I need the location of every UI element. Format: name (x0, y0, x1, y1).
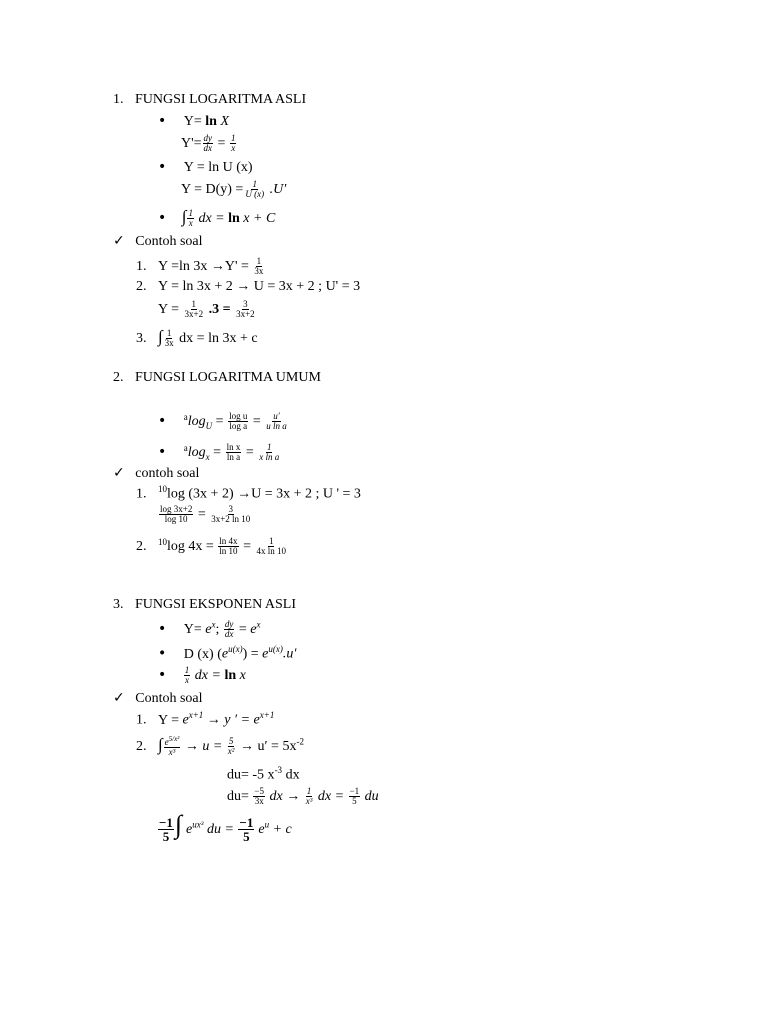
bullet-1-over-x: • $\frac{1}{x}$ dx = ln x (158, 665, 246, 686)
section-number: 1. (113, 92, 124, 107)
bullet-alog-x: • $^a\log_x$ = $\frac{\text{ln x}}{\text{ln a}}$ = $\frac{1}{\text{x ln a}}$ (158, 442, 280, 463)
example-2-1: 1. $^{10}$log (3x + 2) →U = 3x + 2 ; U ' = 3 (136, 484, 361, 502)
example-3-2: 2. ∫ $\frac{e^{5/x^2}}{\text{x³}}$ → u = $\frac{5}{\text{x²}}$ → $u' = 5x^{-2}$ (136, 735, 304, 758)
du-line-1: du= -5 $x^{-3}$ dx (227, 765, 300, 783)
fraction: $\frac{5}{\text{x²}}$ (227, 736, 235, 757)
example-1-1: 1. Y =ln 3x →Y' = $\frac{1}{3x}$ (136, 256, 264, 277)
fraction: $\frac{1}{\text{4x ln 10}}$ (256, 536, 286, 557)
fraction: $\frac{-5}{3x}$ (254, 786, 264, 807)
bullet-ln-ux: • Y = ln U (x) (158, 159, 253, 175)
fraction: $\frac{1}{x}$ (188, 207, 193, 229)
final-result: $\frac{-1}{5}$ ∫ $e^{ux^3}$ du = $\frac{-1}{5}$ $e^u + c$ (159, 810, 292, 845)
section-number: 2. (113, 370, 124, 385)
fraction: $\frac{1}{x}$ (184, 665, 190, 686)
derivative-ln-ux: Y = D(y) = $\frac{1}{U (x)}$ .U′ (181, 179, 287, 200)
example-label-3: ✓ Contoh soal (113, 690, 203, 706)
example-label-2: ✓ contoh soal (113, 465, 200, 481)
fraction: $\frac{-1}{5}$ (239, 814, 254, 845)
fraction: $\frac{1}{\text{x ln a}}$ (259, 442, 280, 463)
bullet-d-e-ux: • D (x) $(e^{u(x)}) = e^{u(x)}.u'$ (158, 644, 297, 662)
section-title: FUNGSI EKSPONEN ASLI (135, 597, 297, 612)
du-line-2: du= $\frac{-5}{3x}$ dx → $\frac{1}{\text{x³}}$ dx = $\frac{-1}{5}$ du (227, 786, 379, 807)
fraction: $\frac{u'}{\text{u ln a}}$ (266, 411, 287, 432)
example-2-1-result: $\frac{\log 3x+2}{\log 10}$ = $\frac{3}{3x+2 \ln 10}$ (160, 504, 251, 525)
example-label-1: ✓ Contoh soal (113, 233, 203, 249)
bullet-icon: • (158, 444, 167, 461)
section-3-heading (113, 598, 296, 612)
fraction: $\frac{\text{ln x}}{\text{ln a}}$ (226, 442, 241, 463)
bullet-icon: • (158, 159, 167, 175)
fraction: $\frac{1}{x}$ (230, 133, 236, 154)
example-1-3: 3. ∫ $\frac{1}{3x}$ dx = ln 3x + c (136, 327, 258, 349)
bullet-icon: • (158, 210, 167, 226)
fraction: $\frac{dy}{dx}$ (203, 133, 213, 154)
bullet-ln-x: • Y= ln X (158, 113, 230, 129)
bullet-integral-1-over-x: • ∫ $\frac{1}{x}$ dx = ln x + C (158, 207, 276, 229)
fraction: $\frac{dy}{dx}$ (224, 619, 234, 640)
fraction: $\frac{1}{3x}$ (164, 327, 174, 349)
example-3-1: 1. $Y = e^{x+1} \to y$ ′ = $e^{x+1}$ (136, 710, 275, 728)
fraction: $\frac{e^{5/x^2}}{\text{x³}}$ (164, 735, 180, 758)
fraction: $\frac{\log 3x+2}{\log 10}$ (160, 504, 193, 525)
bullet-icon: • (158, 413, 167, 430)
fraction: $\frac{-1}{5}$ (159, 814, 173, 845)
bullet-e-x: • $Y= e^x$; $\frac{dy}{dx}$ = $e^x$ (158, 619, 261, 640)
section-number: 3. (113, 597, 124, 612)
example-2-2: 2. $^{10}$log 4x = $\frac{\ln 4x}{\ln 10}$ = $\frac{1}{\text{4x ln 10}}$ (136, 536, 286, 557)
checkmark-icon: ✓ (113, 465, 125, 481)
bullet-icon: • (158, 667, 167, 684)
bullet-icon: • (158, 621, 167, 638)
derivative-ln-x: Y'= $\frac{dy}{dx}$ = $\frac{1}{x}$ (181, 133, 236, 154)
fraction: $\frac{1}{U (x)}$ (245, 179, 265, 200)
fraction: $\frac{1}{\text{x³}}$ (305, 786, 313, 807)
bullet-icon: • (158, 113, 167, 129)
fraction: $\frac{3}{3x+2 \ln 10}$ (211, 504, 251, 525)
bullet-icon: • (158, 645, 167, 662)
section-2-heading (113, 371, 321, 385)
fraction: $\frac{\ln 4x}{\ln 10}$ (219, 536, 238, 557)
example-1-2-result: Y = $\frac{1}{3x+2}$ .3 = $\frac{3}{3x+2}$ (158, 299, 255, 320)
fraction: $\frac{-1}{5}$ (349, 786, 360, 807)
fraction: $\frac{3}{3x+2}$ (236, 299, 255, 320)
fraction: $\frac{1}{3x+2}$ (184, 299, 204, 320)
checkmark-icon: ✓ (113, 233, 125, 249)
section-1-heading (113, 93, 306, 107)
bullet-alog-u: • $^a\log_U$ = $\frac{\text{log u}}{\text{log a}}$ = $\frac{u'}{\text{u ln a}}$ (158, 411, 287, 432)
fraction: $\frac{\text{log u}}{\text{log a}}$ (229, 411, 248, 432)
example-1-2: 2. Y = ln 3x + 2 → U = 3x + 2 ; U' = 3 (136, 279, 361, 294)
fraction: $\frac{1}{3x}$ (254, 256, 264, 277)
section-title: FUNGSI LOGARITMA UMUM (135, 370, 321, 385)
section-title: FUNGSI LOGARITMA ASLI (135, 92, 307, 107)
checkmark-icon: ✓ (113, 690, 125, 706)
